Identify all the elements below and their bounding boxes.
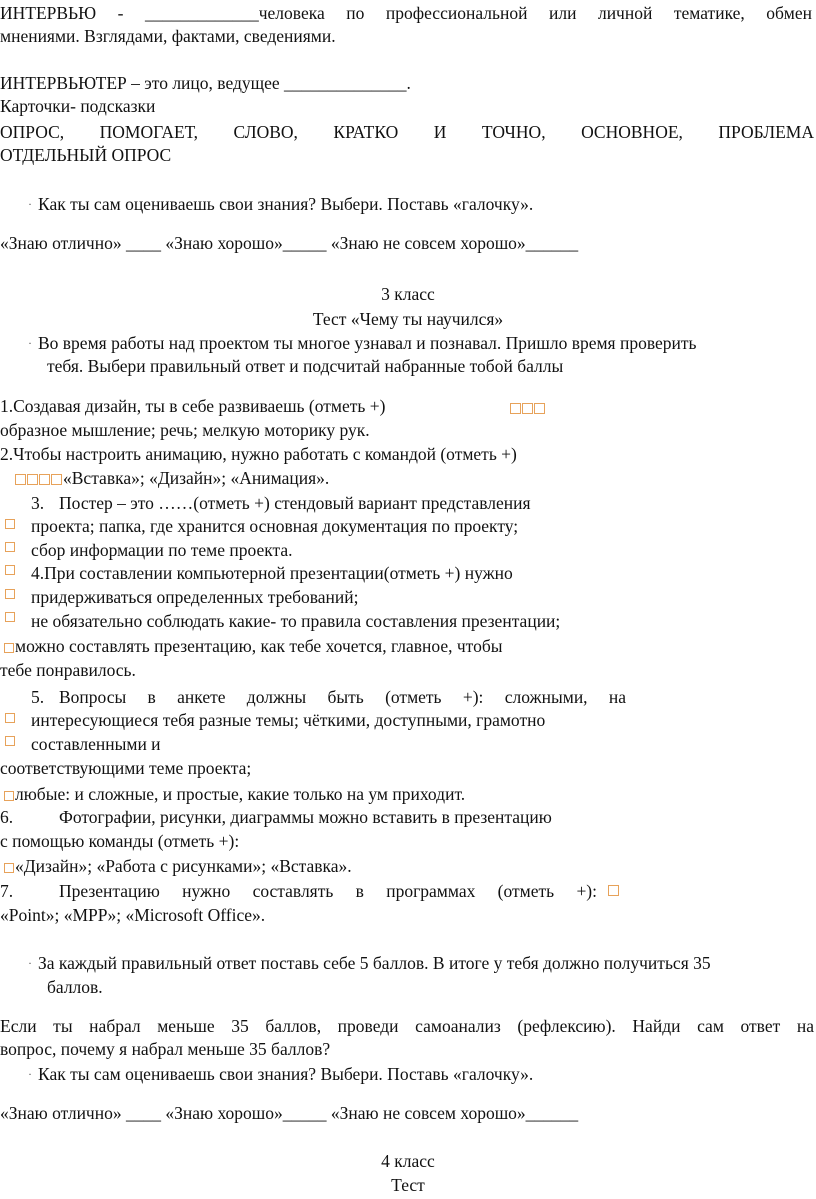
checkbox-icon[interactable] xyxy=(5,542,15,552)
checkbox-icon[interactable] xyxy=(51,474,62,485)
test-4-title: Тест xyxy=(391,1175,425,1195)
question-3: Постер – это ……(отметь +) стендовый вариант представления xyxy=(59,493,531,513)
intro-line-4: Карточки- подсказки xyxy=(0,96,156,116)
checkbox-icon[interactable] xyxy=(5,713,15,723)
question-5-number: 5. xyxy=(31,687,45,707)
question-5-line-3: составленными и xyxy=(31,734,161,754)
checkbox-icon[interactable] xyxy=(510,403,521,414)
question-2: 2.Чтобы настроить анимацию, нужно работать с командой (отметь +) xyxy=(0,444,517,464)
test-3-instruction-1: · Во время работы над проектом ты многое узнавал и познавал. Пришло время проверить xyxy=(28,333,697,353)
intro-line-2: мнениями. Взглядами, фактами, сведениями. xyxy=(0,26,336,46)
question-4-line-5: тебе понравилось. xyxy=(0,660,136,680)
self-eval-options: «Знаю отлично» ____ «Знаю хорошо»_____ «Знаю не совсем хорошо»______ xyxy=(0,233,579,253)
checkbox-icon[interactable] xyxy=(5,565,15,575)
question-4-line-2: придерживаться определенных требований; xyxy=(31,587,359,607)
score-instruction-2: баллов. xyxy=(47,977,103,997)
checkbox-icon[interactable] xyxy=(5,589,15,599)
self-eval-options-2: «Знаю отлично» ____ «Знаю хорошо»_____ «Знаю не совсем хорошо»______ xyxy=(0,1103,579,1123)
question-5: Вопросы в анкете должны быть (отметь +): сложными, на xyxy=(59,687,626,707)
question-5-line-4: соответствующими теме проекта; xyxy=(0,758,252,778)
checkbox-icon[interactable] xyxy=(608,885,619,896)
intro-line-1: ИНТЕРВЬЮ - _____________человека по профессиональной или личной тематике, обмен xyxy=(0,3,812,23)
test-3-instruction-2: тебя. Выбери правильный ответ и подсчитай набранные тобой баллы xyxy=(47,356,564,376)
q1-checkboxes xyxy=(510,399,546,417)
question-5-line-5: любые: и сложные, и простые, какие только на ум приходит. xyxy=(4,783,816,806)
grade-3-heading: 3 класс xyxy=(381,284,435,304)
question-6: Фотографии, рисунки, диаграммы можно вставить в презентацию xyxy=(59,807,552,827)
question-3-line-2: проекта; папка, где хранится основная документация по проекту; xyxy=(31,516,519,536)
question-3-number: 3. xyxy=(31,493,45,513)
question-6-line-3: «Дизайн»; «Работа с рисунками»; «Вставка». xyxy=(4,855,816,878)
bullet-icon: · xyxy=(28,336,32,350)
question-4: 4.При составлении компьютерной презентации(отметь +) нужно xyxy=(31,563,513,583)
checkbox-icon[interactable] xyxy=(4,791,14,801)
question-3-line-3: сбор информации по теме проекта. xyxy=(31,540,293,560)
intro-line-3: ИНТЕРВЬЮТЕР – это лицо, ведущее ______________. xyxy=(0,73,411,93)
checkbox-icon[interactable] xyxy=(534,403,545,414)
question-1: 1.Создавая дизайн, ты в себе развиваешь (отметь +) xyxy=(0,396,386,416)
question-7-line-2: «Point»; «MPP»; «Microsoft Office». xyxy=(0,905,266,925)
intro-line-6: ОТДЕЛЬНЫЙ ОПРОС xyxy=(0,145,172,165)
question-6-line-2: с помощью команды (отметь +): xyxy=(0,831,240,851)
test-3-title: Тест «Чему ты научился» xyxy=(312,309,504,329)
intro-line-5: ОПРОС, ПОМОГАЕТ, СЛОВО, КРАТКО И ТОЧНО, ОСНОВНОЕ, ПРОБЛЕМА xyxy=(0,122,814,142)
checkbox-icon[interactable] xyxy=(5,736,15,746)
bullet-icon: · xyxy=(28,1067,32,1081)
score-instruction-1: · За каждый правильный ответ поставь себе 5 баллов. В итоге у тебя должно получиться 35 xyxy=(28,953,711,973)
bullet-icon: · xyxy=(28,956,32,970)
question-7-number: 7. xyxy=(0,881,14,901)
checkbox-icon[interactable] xyxy=(15,474,26,485)
checkbox-icon[interactable] xyxy=(5,519,15,529)
self-eval-question-2: · Как ты сам оцениваешь свои знания? Выбери. Поставь «галочку». xyxy=(28,1064,534,1084)
checkbox-icon[interactable] xyxy=(5,612,15,622)
question-1-options: образное мышление; речь; мелкую моторику рук. xyxy=(0,420,370,440)
question-4-line-3: не обязательно соблюдать какие- то правила составления презентации; xyxy=(31,611,561,631)
question-4-line-4: можно составлять презентацию, как тебе хочется, главное, чтобы xyxy=(4,635,816,658)
bullet-icon: · xyxy=(28,197,32,211)
question-2-options: «Вставка»; «Дизайн»; «Анимация». xyxy=(15,467,816,490)
self-eval-question: · Как ты сам оцениваешь свои знания? Выбери. Поставь «галочку». xyxy=(28,194,534,214)
question-5-line-2: интересующиеся тебя разные темы; чёткими, доступными, грамотно xyxy=(31,710,546,730)
reflection-line-1: Если ты набрал меньше 35 баллов, проведи самоанализ (рефлексию). Найди сам ответ на xyxy=(0,1016,814,1036)
reflection-line-2: вопрос, почему я набрал меньше 35 баллов? xyxy=(0,1039,331,1059)
checkbox-icon[interactable] xyxy=(4,643,14,653)
grade-4-heading: 4 класс xyxy=(381,1151,435,1171)
checkbox-icon[interactable] xyxy=(4,863,14,873)
question-6-number: 6. xyxy=(0,807,14,827)
question-7: Презентацию нужно составлять в программах (отметь +): xyxy=(59,881,597,901)
checkbox-icon[interactable] xyxy=(39,474,50,485)
checkbox-icon[interactable] xyxy=(522,403,533,414)
checkbox-icon[interactable] xyxy=(27,474,38,485)
